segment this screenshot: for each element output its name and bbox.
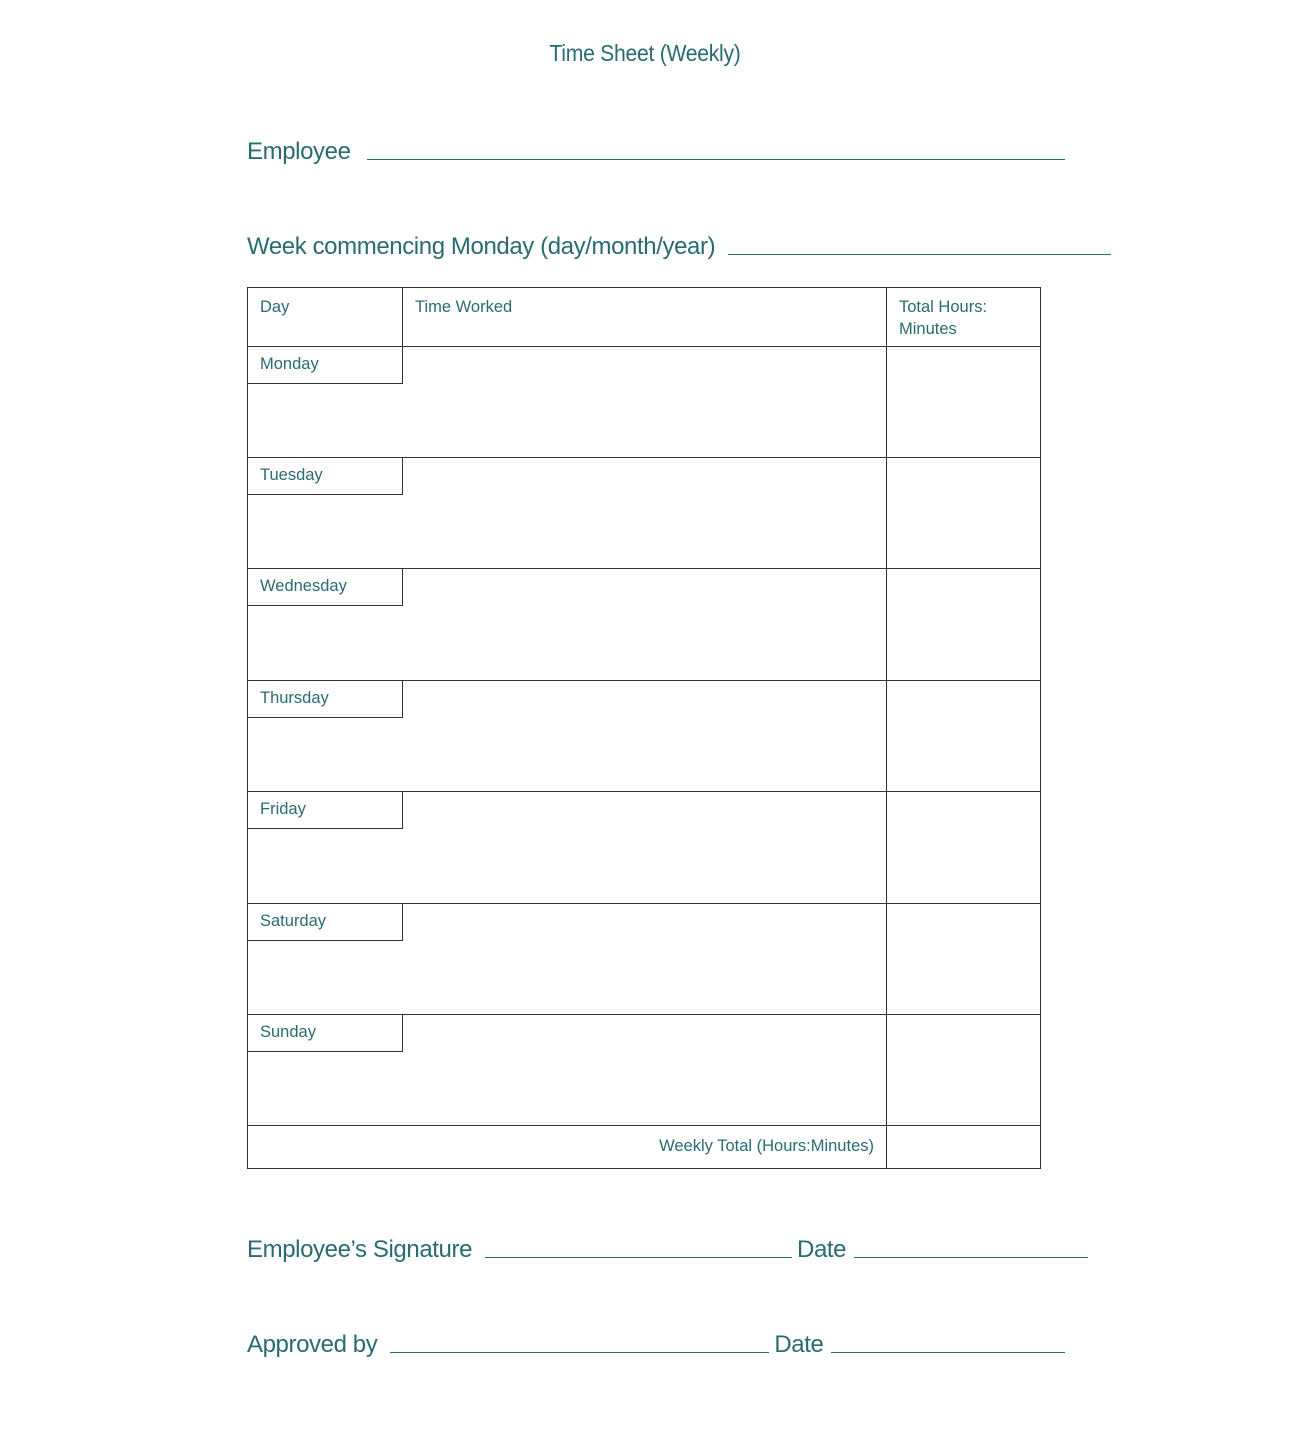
employee-field[interactable] [367,158,1065,160]
week-field[interactable] [728,253,1111,255]
weekly-total-label: Weekly Total (Hours:Minutes) [659,1137,874,1155]
day-row-monday [248,347,403,384]
header-total-line1: Total Hours: [899,298,988,316]
day-label: Tuesday [260,466,323,484]
week-row [247,233,1111,261]
header-time-worked: Time Worked [415,298,513,316]
approved-label: Approved by [247,1331,378,1358]
header-total-line2: Minutes [899,320,957,338]
header-day: Day [260,298,290,316]
day-label: Thursday [260,689,329,707]
day-row-saturday [248,904,403,941]
employee-label: Employee [247,138,351,165]
approved-date-label: Date [774,1331,824,1358]
signature-date-field[interactable] [854,1256,1088,1258]
page-title: Time Sheet (Weekly) [549,40,741,66]
week-label: Week commencing Monday (day/month/year) [247,233,716,260]
signature-label: Employee’s Signature [247,1236,473,1263]
day-label: Monday [260,355,319,373]
signature-date-label: Date [797,1236,847,1263]
day-row-friday [248,792,403,829]
divider [402,288,403,347]
day-row-thursday [248,681,403,718]
day-label: Saturday [260,912,327,930]
day-label: Sunday [260,1023,316,1041]
day-row-sunday [248,1015,403,1052]
divider [248,1125,1040,1126]
day-label: Friday [260,800,306,818]
approved-row [247,1331,1065,1359]
signature-row [247,1236,1088,1264]
day-row-wednesday [248,569,403,606]
employee-row [247,138,1065,166]
day-row-tuesday [248,458,403,495]
timesheet-table [247,287,1041,1169]
approved-date-field[interactable] [831,1351,1065,1353]
approved-field[interactable] [390,1351,769,1353]
divider [886,288,887,1168]
day-label: Wednesday [260,577,347,595]
signature-field[interactable] [485,1256,792,1258]
